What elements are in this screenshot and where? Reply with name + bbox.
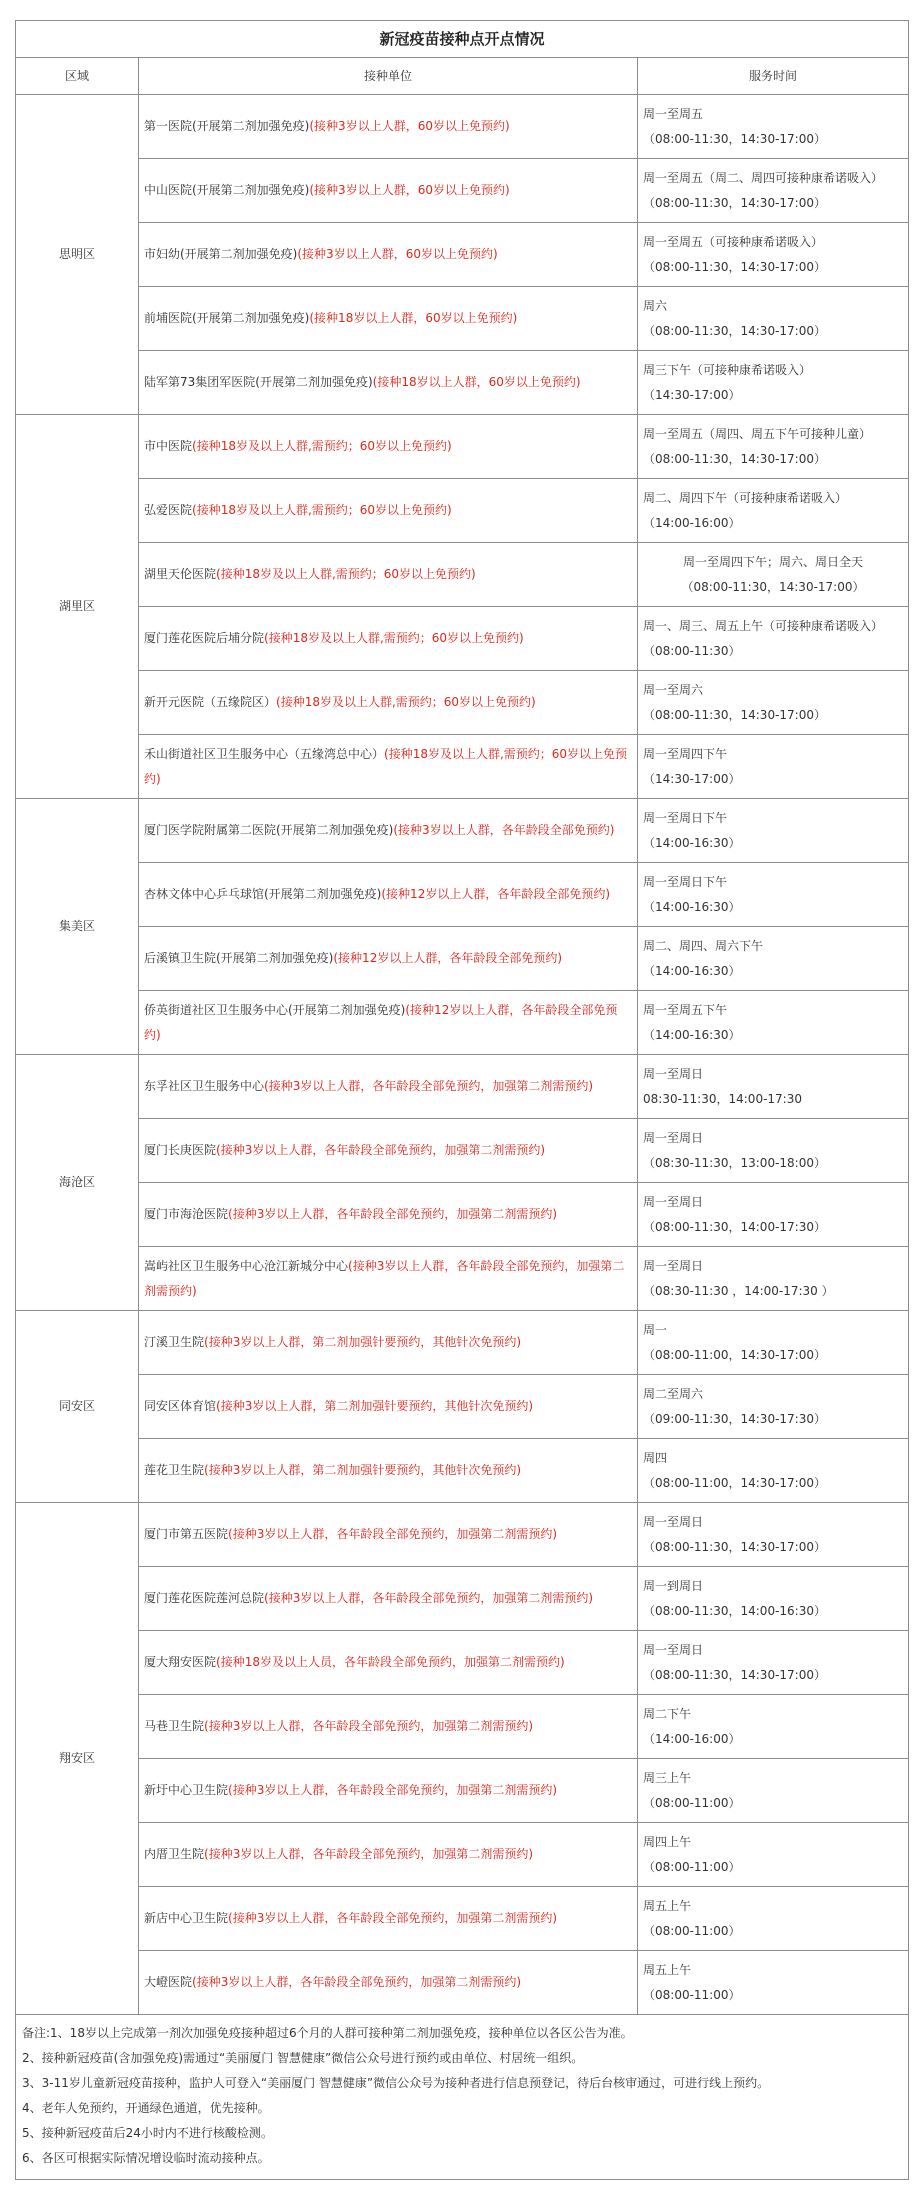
service-hours: （08:00-11:00）	[643, 1923, 741, 1938]
service-time-cell	[638, 95, 909, 159]
unit-note: (接种12岁以上人群，各年龄段全部免预约)	[144, 1002, 618, 1042]
table-row	[16, 479, 909, 543]
unit-name: 新店中心卫生院	[144, 1911, 229, 1925]
unit-cell	[139, 1695, 638, 1759]
unit-cell	[139, 415, 638, 479]
service-hours: （08:00-11:30，14:00-16:30）	[643, 1603, 826, 1618]
notes-cell	[16, 2015, 909, 2180]
unit-cell	[139, 1631, 638, 1695]
table-row	[16, 1119, 909, 1183]
unit-note: (接种3岁以上人群，60岁以上免预约)	[309, 183, 510, 197]
table-row	[16, 1759, 909, 1823]
service-hours: （14:30-17:00）	[643, 771, 741, 786]
unit-name: 新开元医院（五缘院区）	[144, 695, 277, 709]
unit-cell	[139, 1951, 638, 2015]
table-row	[16, 287, 909, 351]
service-time-cell	[638, 1375, 909, 1439]
service-days: 周二、周四、周六下午	[643, 938, 764, 953]
table-row	[16, 1951, 909, 2015]
unit-note: (接种3岁以上人群，60岁以上免预约)	[297, 247, 498, 261]
unit-name: 陆军第73集团军医院(开展第二剂加强免疫)	[144, 375, 373, 389]
table-row	[16, 351, 909, 415]
unit-name: 东孚社区卫生服务中心	[144, 1079, 265, 1093]
service-time-cell	[638, 1247, 909, 1311]
service-hours: （08:00-11:30，14:30-17:00）	[643, 707, 826, 722]
table-row	[16, 671, 909, 735]
unit-cell	[139, 1119, 638, 1183]
service-days: 周五上午	[643, 1898, 692, 1913]
service-hours: （08:00-11:00，14:30-17:00）	[643, 1475, 826, 1490]
unit-cell	[139, 1311, 638, 1375]
unit-note: (接种18岁及以上人群,需预约；60岁以上免预约)	[192, 439, 452, 453]
service-hours: 08:30-11:30，14:00-17:30	[643, 1091, 802, 1106]
unit-note: (接种3岁以上人群，各年龄段全部免预约，加强第二剂需预约)	[216, 1143, 546, 1157]
unit-cell	[139, 1567, 638, 1631]
unit-cell	[139, 95, 638, 159]
service-time-cell	[638, 479, 909, 543]
unit-note: (接种18岁及以上人群,需预约；60岁以上免预约)	[144, 746, 628, 786]
unit-name: 马巷卫生院	[144, 1719, 205, 1733]
table-row	[16, 159, 909, 223]
unit-cell	[139, 479, 638, 543]
unit-note: (接种3岁以上人群，各年龄段全部免预约，加强第二剂需预约)	[144, 1258, 625, 1298]
table-row	[16, 415, 909, 479]
region-name: 湖里区	[16, 415, 139, 799]
service-hours: （08:00-11:30，14:00-17:30）	[643, 1219, 826, 1234]
service-days: 周一至周四下午	[643, 746, 728, 761]
note-line: 备注:1、18岁以上完成第一剂次加强免疫接种超过6个月的人群可接种第二剂加强免疫，接种单位以各区公告为准。	[22, 2026, 633, 2040]
service-days: 周一至周日	[643, 1258, 704, 1273]
unit-cell	[139, 863, 638, 927]
service-days: 周一至周日	[643, 1194, 704, 1209]
unit-note: (接种3岁以上人群，各年龄段全部免预约，加强第二剂需预约)	[264, 1079, 594, 1093]
unit-cell	[139, 1887, 638, 1951]
region-name: 同安区	[16, 1311, 139, 1503]
service-time-cell	[638, 799, 909, 863]
note-line: 4、老年人免预约，开通绿色通道，优先接种。	[22, 2101, 270, 2115]
unit-name: 厦门莲花医院莲河总院	[144, 1591, 265, 1605]
unit-note: (接种3岁以上人群，第二剂加强针要预约，其他针次免预约)	[204, 1463, 522, 1477]
unit-name: 厦门市第五医院	[144, 1527, 229, 1541]
region-name: 翔安区	[16, 1503, 139, 2015]
table-row	[16, 1183, 909, 1247]
service-hours: （14:00-16:00）	[643, 1731, 741, 1746]
unit-name: 厦门莲花医院后埔分院	[144, 631, 265, 645]
service-time-cell	[638, 1695, 909, 1759]
unit-note: (接种18岁及以上人群,需预约；60岁以上免预约)	[264, 631, 524, 645]
unit-note: (接种3岁以上人群，各年龄段全部免预约，加强第二剂需预约)	[204, 1719, 534, 1733]
service-time-cell	[638, 1887, 909, 1951]
service-time-cell	[638, 1567, 909, 1631]
service-hours: （08:00-11:00）	[643, 1859, 741, 1874]
unit-name: 大嶝医院	[144, 1975, 193, 1989]
service-hours: （14:00-16:00）	[643, 515, 741, 530]
unit-note: (接种12岁以上人群，各年龄段全部免预约)	[333, 951, 563, 965]
header-time: 服务时间	[638, 58, 909, 95]
service-days: 周一至周五	[643, 106, 704, 121]
unit-cell	[139, 1439, 638, 1503]
unit-name: 后溪镇卫生院(开展第二剂加强免疫)	[144, 951, 334, 965]
table-row	[16, 735, 909, 799]
service-days: 周一至周日	[643, 1514, 704, 1529]
table-row	[16, 1311, 909, 1375]
service-hours: （08:30-11:30 ，14:00-17:30 ）	[643, 1283, 834, 1298]
unit-cell	[139, 223, 638, 287]
unit-note: (接种18岁及以上人群,需预约；60岁以上免预约)	[192, 503, 452, 517]
service-days: 周一至周四下午；周六、周日全天	[682, 554, 863, 569]
service-hours: （08:00-11:30，14:30-17:00）	[681, 579, 865, 594]
note-line: 5、接种新冠疫苗后24小时内不进行核酸检测。	[22, 2126, 273, 2140]
unit-cell	[139, 1247, 638, 1311]
vaccination-sites-table	[15, 20, 909, 2180]
service-hours: （08:00-11:30，14:30-17:00）	[643, 195, 826, 210]
table-row	[16, 1439, 909, 1503]
unit-cell	[139, 671, 638, 735]
service-time-cell	[638, 671, 909, 735]
service-hours: （08:00-11:30，14:30-17:00）	[643, 1667, 826, 1682]
service-days: 周五上午	[643, 1962, 692, 1977]
service-time-cell	[638, 863, 909, 927]
table-row	[16, 223, 909, 287]
service-hours: （14:00-16:30）	[643, 1027, 741, 1042]
service-time-cell	[638, 287, 909, 351]
unit-name: 同安区体育馆	[144, 1399, 217, 1413]
unit-cell	[139, 799, 638, 863]
service-days: 周一至周日	[643, 1066, 704, 1081]
unit-name: 厦门长庚医院	[144, 1143, 217, 1157]
service-time-cell	[638, 1759, 909, 1823]
service-hours: （08:00-11:30，14:30-17:00）	[643, 451, 826, 466]
service-days: 周一至周日	[643, 1642, 704, 1657]
service-hours: （08:00-11:30）	[643, 643, 741, 658]
unit-name: 市中医院	[144, 439, 193, 453]
table-row	[16, 863, 909, 927]
service-days: 周三上午	[643, 1770, 692, 1785]
service-days: 周二至周六	[643, 1386, 704, 1401]
service-time-cell	[638, 735, 909, 799]
unit-cell	[139, 1055, 638, 1119]
table-row	[16, 1055, 909, 1119]
unit-name: 杏林文体中心乒乓球馆(开展第二剂加强免疫)	[144, 887, 382, 901]
service-hours: （08:30-11:30，13:00-18:00）	[643, 1155, 826, 1170]
unit-cell	[139, 1823, 638, 1887]
service-days: 周一至周日下午	[643, 810, 728, 825]
service-days: 周一、周三、周五上午（可接种康希诺吸入）	[643, 618, 884, 633]
unit-name: 市妇幼(开展第二剂加强免疫)	[144, 247, 298, 261]
table-row	[16, 1503, 909, 1567]
service-time-cell	[638, 1823, 909, 1887]
service-days: 周一至周五下午	[643, 1002, 728, 1017]
service-hours: （08:00-11:30，14:30-17:00）	[643, 131, 826, 146]
table-row	[16, 1567, 909, 1631]
unit-note: (接种18岁以上人群，60岁以上免预约)	[309, 311, 518, 325]
service-days: 周一至周五（可接种康希诺吸入）	[643, 234, 824, 249]
note-line: 3、3-11岁儿童新冠疫苗接种，监护人可登入“美丽厦门 智慧健康”微信公众号为接种者进行信息预登记，待后台核审通过，可进行线上预约。	[22, 2076, 770, 2090]
service-time-cell	[638, 351, 909, 415]
service-hours: （14:00-16:30）	[643, 963, 741, 978]
unit-note: (接种3岁以上人群，各年龄段全部免预约，加强第二剂需预约)	[264, 1591, 594, 1605]
unit-cell	[139, 159, 638, 223]
service-hours: （09:00-11:30，14:30-17:30）	[643, 1411, 826, 1426]
service-time-cell	[638, 543, 909, 607]
service-days: 周六	[643, 298, 668, 313]
service-hours: （08:00-11:30，14:30-17:00）	[643, 323, 826, 338]
header-region: 区域	[16, 58, 139, 95]
service-days: 周一到周日	[643, 1578, 704, 1593]
service-hours: （14:00-16:30）	[643, 899, 741, 914]
unit-cell	[139, 287, 638, 351]
table-row	[16, 543, 909, 607]
unit-cell	[139, 927, 638, 991]
table-row	[16, 1823, 909, 1887]
unit-name: 嵩屿社区卫生服务中心沧江新城分中心	[144, 1258, 349, 1273]
table-row	[16, 799, 909, 863]
unit-note: (接种3岁以上人群，各年龄段全部免预约)	[393, 823, 615, 837]
table-row	[16, 1887, 909, 1951]
unit-name: 厦大翔安医院	[144, 1655, 217, 1669]
service-time-cell	[638, 991, 909, 1055]
service-days: 周二、周四下午（可接种康希诺吸入）	[643, 490, 848, 505]
unit-name: 弘爱医院	[144, 503, 193, 517]
service-time-cell	[638, 159, 909, 223]
unit-name: 侨英街道社区卫生服务中心(开展第二剂加强免疫)	[144, 1002, 406, 1017]
unit-note: (接种3岁以上人群，60岁以上免预约)	[309, 119, 510, 133]
service-time-cell	[638, 927, 909, 991]
unit-note: (接种3岁以上人群，各年龄段全部免预约，加强第二剂需预约)	[228, 1911, 558, 1925]
unit-name: 湖里天伦医院	[144, 567, 217, 581]
unit-note: (接种3岁以上人群，各年龄段全部免预约，加强第二剂需预约)	[192, 1975, 522, 1989]
service-time-cell	[638, 1311, 909, 1375]
unit-name: 中山医院(开展第二剂加强免疫)	[144, 183, 310, 197]
service-days: 周一至周五（周四、周五下午可接种儿童）	[643, 426, 872, 441]
table-row	[16, 607, 909, 671]
unit-name: 禾山街道社区卫生服务中心（五缘湾总中心）	[144, 746, 385, 761]
unit-note: (接种18岁及以上人群,需预约；60岁以上免预约)	[216, 567, 476, 581]
unit-cell	[139, 543, 638, 607]
unit-cell	[139, 351, 638, 415]
table-row	[16, 1247, 909, 1311]
service-hours: （08:00-11:30，14:30-17:00）	[643, 1539, 826, 1554]
unit-name: 莲花卫生院	[144, 1463, 205, 1477]
unit-cell	[139, 607, 638, 671]
region-name: 思明区	[16, 95, 139, 415]
unit-name: 厦门市海沧医院	[144, 1207, 229, 1221]
service-days: 周一至周日	[643, 1130, 704, 1145]
unit-cell	[139, 1183, 638, 1247]
service-time-cell	[638, 1503, 909, 1567]
unit-note: (接种3岁以上人群，各年龄段全部免预约，加强第二剂需预约)	[228, 1527, 558, 1541]
unit-note: (接种3岁以上人群，各年龄段全部免预约，加强第二剂需预约)	[228, 1783, 558, 1797]
table-row	[16, 1375, 909, 1439]
unit-note: (接种3岁以上人群，各年龄段全部免预约，加强第二剂需预约)	[204, 1847, 534, 1861]
service-days: 周二下午	[643, 1706, 692, 1721]
table-row	[16, 927, 909, 991]
region-name: 集美区	[16, 799, 139, 1055]
service-hours: （08:00-11:00，14:30-17:00）	[643, 1347, 826, 1362]
service-time-cell	[638, 1119, 909, 1183]
unit-name: 汀溪卫生院	[144, 1335, 205, 1349]
service-time-cell	[638, 223, 909, 287]
table-row	[16, 1695, 909, 1759]
service-days: 周一至周日下午	[643, 874, 728, 889]
unit-note: (接种3岁以上人群，第二剂加强针要预约，其他针次免预约)	[216, 1399, 534, 1413]
service-hours: （14:00-16:30）	[643, 835, 741, 850]
table-row	[16, 991, 909, 1055]
service-hours: （14:30-17:00）	[643, 387, 741, 402]
unit-note: (接种18岁以上人群，60岁以上免预约)	[372, 375, 581, 389]
service-time-cell	[638, 415, 909, 479]
unit-note: (接种3岁以上人群，第二剂加强针要预约，其他针次免预约)	[204, 1335, 522, 1349]
unit-name: 第一医院(开展第二剂加强免疫)	[144, 119, 310, 133]
table-row	[16, 1631, 909, 1695]
header-unit: 接种单位	[139, 58, 638, 95]
service-time-cell	[638, 1183, 909, 1247]
unit-name: 新圩中心卫生院	[144, 1783, 229, 1797]
unit-note: (接种3岁以上人群，各年龄段全部免预约，加强第二剂需预约)	[228, 1207, 558, 1221]
vaccination-sites-document	[15, 20, 908, 2180]
region-name: 海沧区	[16, 1055, 139, 1311]
unit-cell	[139, 735, 638, 799]
service-hours: （08:00-11:00）	[643, 1987, 741, 2002]
unit-cell	[139, 1375, 638, 1439]
unit-note: (接种12岁以上人群，各年龄段全部免预约)	[381, 887, 611, 901]
service-days: 周三下午（可接种康希诺吸入）	[643, 362, 812, 377]
unit-note: (接种18岁及以上人员，各年龄段全部免预约，加强第二剂需预约)	[216, 1655, 565, 1669]
service-days: 周一至周五（周二、周四可接种康希诺吸入）	[643, 170, 884, 185]
unit-name: 前埔医院(开展第二剂加强免疫)	[144, 311, 310, 325]
note-line: 6、各区可根据实际情况增设临时流动接种点。	[22, 2151, 270, 2165]
service-days: 周一至周六	[643, 682, 704, 697]
service-time-cell	[638, 607, 909, 671]
service-days: 周四	[643, 1450, 668, 1465]
service-time-cell	[638, 1631, 909, 1695]
unit-cell	[139, 1503, 638, 1567]
note-line: 2、接种新冠疫苗(含加强免疫)需通过“美丽厦门 智慧健康”微信公众号进行预约或由单位、村居统一组织。	[22, 2051, 584, 2065]
service-time-cell	[638, 1055, 909, 1119]
service-days: 周一	[643, 1322, 668, 1337]
unit-name: 厦门医学院附属第二医院(开展第二剂加强免疫)	[144, 823, 394, 837]
service-time-cell	[638, 1951, 909, 2015]
service-hours: （08:00-11:00）	[643, 1795, 741, 1810]
service-hours: （08:00-11:30，14:30-17:00）	[643, 259, 826, 274]
service-days: 周四上午	[643, 1834, 692, 1849]
unit-name: 内厝卫生院	[144, 1847, 205, 1861]
unit-note: (接种18岁及以上人群,需预约；60岁以上免预约)	[276, 695, 536, 709]
unit-cell	[139, 991, 638, 1055]
table-title: 新冠疫苗接种点开点情况	[16, 21, 909, 58]
table-row	[16, 95, 909, 159]
unit-cell	[139, 1759, 638, 1823]
service-time-cell	[638, 1439, 909, 1503]
